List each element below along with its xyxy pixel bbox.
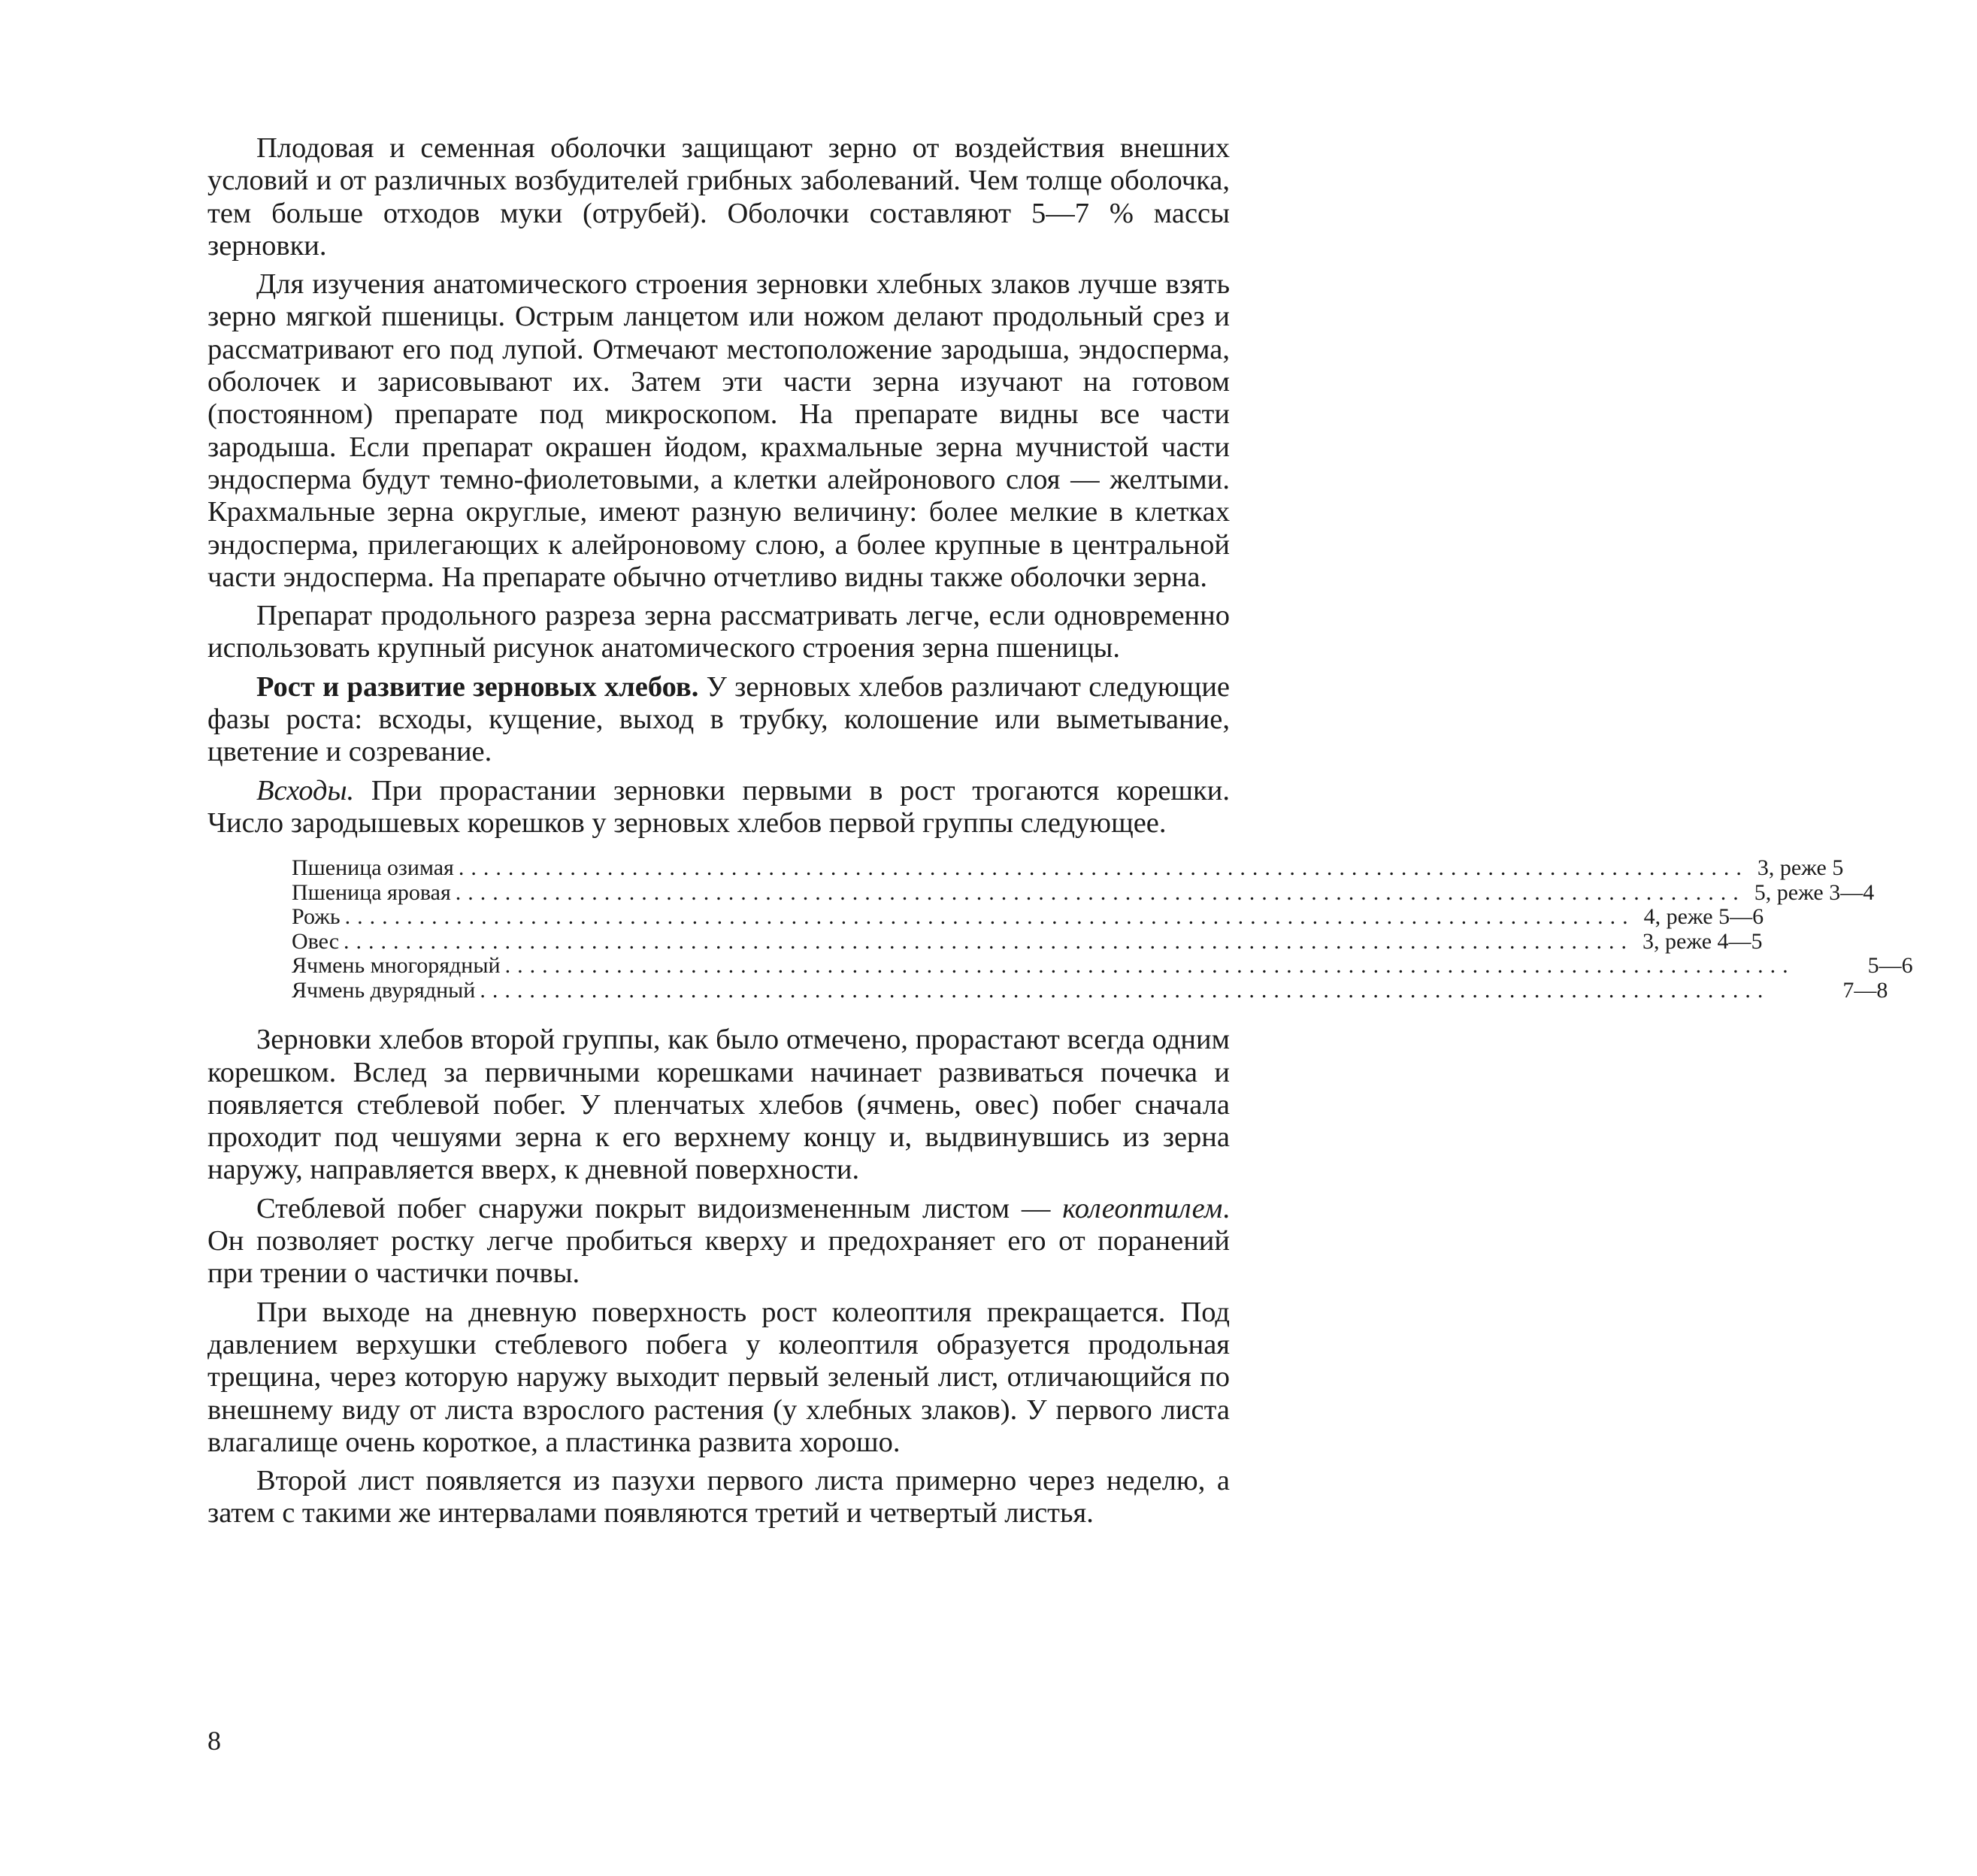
- roots-count-table: [292, 855, 1913, 1003]
- table-row: [292, 904, 1764, 930]
- table-spacer: [207, 1003, 1230, 1024]
- root-count: 5—6: [1867, 953, 1913, 979]
- dot-leader: ........................................................................................................: [344, 928, 1634, 954]
- shoots-term: Всходы.: [256, 774, 355, 806]
- paragraph-growth-phases: [207, 671, 1230, 769]
- dot-leader: ........................................................................................................: [455, 879, 1745, 905]
- section-heading: Рост и развитие зерновых хлебов.: [256, 670, 699, 703]
- dot-leader: ........................................................................................................: [344, 904, 1635, 930]
- text-block: [207, 132, 1913, 1530]
- crop-name: Ячмень многорядный: [292, 953, 501, 979]
- coleoptile-after: . Он позволяет ростку легче пробиться кверху и предохраняет его от поранений при трении о частички почвы.: [207, 1192, 1230, 1290]
- root-count: 3, реже 5: [1757, 855, 1844, 881]
- coleoptile-before: Стеблевой побег снаружи покрыт видоизмененным листом —: [256, 1192, 1063, 1224]
- root-count: 7—8: [1842, 977, 1888, 1003]
- page-number: 8: [207, 1726, 221, 1756]
- root-count: 3, реже 4—5: [1642, 928, 1763, 954]
- paragraph-second-group: Зерновки хлебов второй группы, как было отмечено, прорастают всегда одним корешком. Вслед за первичными корешками начинает развиваться почечка и появляется стеблевой побег. У пленчатых хлебов (ячмень, овес) побег сначала проходит под чешуями зерна к его верхнему концу и, выдвинувшись из зерна наружу, направляется вверх, к дневной поверхности.: [207, 1024, 1230, 1186]
- dot-leader: ........................................................................................................: [504, 953, 1795, 979]
- section-text: У зерновых хлебов различают следующие фазы роста: всходы, кущение, выход в трубку, колошение или выметывание, цветение и созревание.: [207, 670, 1231, 768]
- crop-name: Рожь: [292, 904, 341, 930]
- crop-name: Пшеница озимая: [292, 855, 454, 881]
- root-count: 4, реже 5—6: [1643, 904, 1764, 930]
- root-count: 5, реже 3—4: [1754, 879, 1875, 905]
- paragraph-shells: Плодовая и семенная оболочки защищают зерно от воздействия внешних условий и от различных возбудителей грибных заболеваний. Чем толще оболочка, тем больше отходов муки (отрубей). Оболочки составляют 5—7 % массы зерновки.: [207, 132, 1230, 262]
- table-row: [292, 953, 1913, 979]
- shoots-text: При прорастании зерновки первыми в рост трогаются корешки. Число зародышевых корешков у зерновых хлебов первой группы следующее.: [207, 774, 1230, 839]
- table-row: [292, 977, 1888, 1003]
- coleoptile-term: колеоптилем: [1062, 1192, 1223, 1224]
- paragraph-second-leaf: Второй лист появляется из пазухи первого листа примерно через неделю, а затем с такими же интервалами появляются третий и четвертый листья.: [207, 1465, 1230, 1530]
- paragraph-anatomy-study: Для изучения анатомического строения зерновки хлебных злаков лучше взять зерно мягкой пшеницы. Острым ланцетом или ножом делают продольный срез и рассматривают его под лупой. Отмечают местоположение зародыша, эндосперма, оболочек и зарисовывают их. Затем эти части зерна изучают на готовом (постоянном) препарате под микроскопом. На препарате видны все части зародыша. Если препарат окрашен йодом, крахмальные зерна мучнистой части эндосперма будут темно-фиолетовыми, а клетки алейронового слоя — желтыми. Крахмальные зерна округлые, имеют разную величину: более мелкие в клетках эндосперма, прилегающих к алейроновому слою, а более крупные в центральной части эндосперма. На препарате обычно отчетливо видны также оболочки зерна.: [207, 268, 1230, 593]
- crop-name: Ячмень двурядный: [292, 977, 476, 1003]
- table-row: [292, 928, 1763, 955]
- dot-leader: ........................................................................................................: [480, 977, 1770, 1003]
- crop-name: Пшеница яровая: [292, 879, 451, 905]
- paragraph-coleoptile: [207, 1193, 1230, 1291]
- paragraph-shoots: [207, 775, 1230, 840]
- crop-name: Овес: [292, 928, 340, 954]
- dot-leader: ........................................................................................................: [458, 855, 1748, 881]
- table-row: [292, 855, 1844, 881]
- paragraph-first-leaf: При выходе на дневную поверхность рост колеоптиля прекращается. Под давлением верхушки стеблевого побега у колеоптиля образуется продольная трещина, через которую наружу выходит первый зеленый лист, отличающийся по внешнему виду от листа взрослого растения (у хлебных злаков). У первого листа влагалище очень короткое, а пластинка развита хорошо.: [207, 1296, 1230, 1458]
- paragraph-longitudinal-section: Препарат продольного разреза зерна рассматривать легче, если одновременно использовать крупный рисунок анатомического строения зерна пшеницы.: [207, 600, 1230, 664]
- table-row: [292, 879, 1875, 906]
